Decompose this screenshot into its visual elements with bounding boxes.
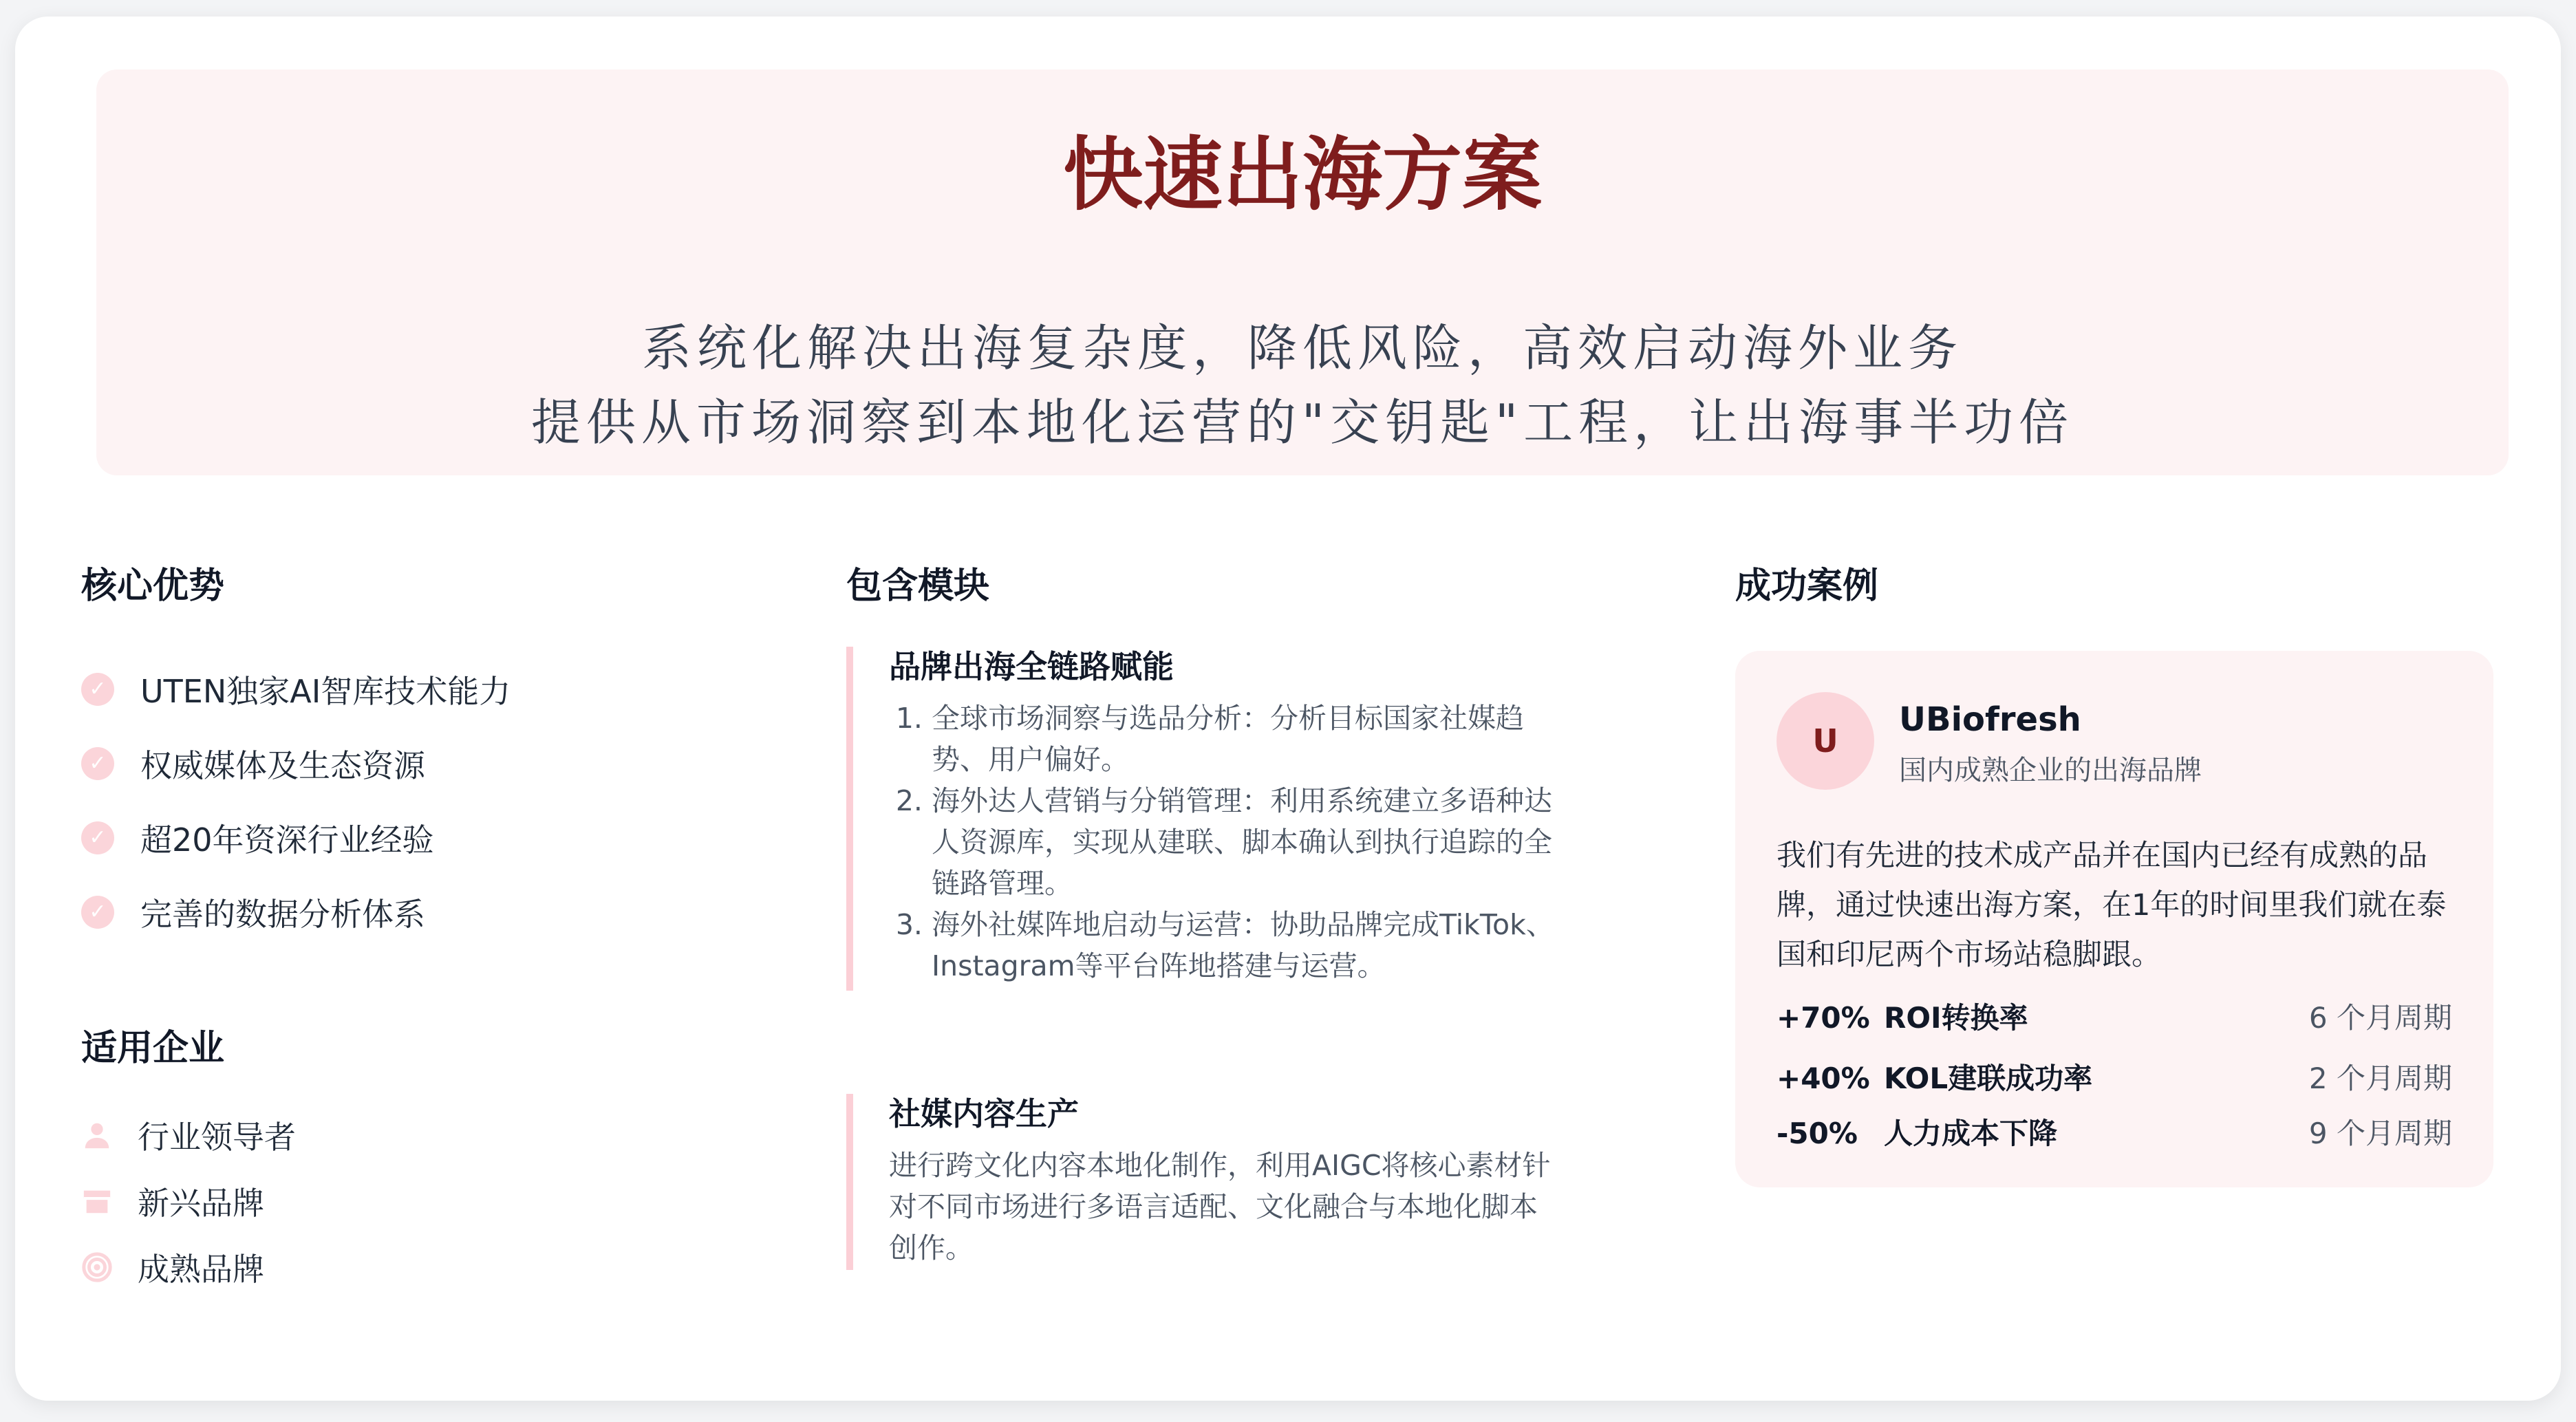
hero-banner xyxy=(96,69,2509,475)
advantages-heading: 核心优势 xyxy=(81,565,225,607)
metric-row xyxy=(1777,1058,2452,1099)
advantages-list xyxy=(81,652,755,949)
metric-label: KOL建联成功率 xyxy=(1884,1062,2093,1095)
check-icon: ✓ xyxy=(81,821,114,854)
module-title: 品牌出海全链路赋能 xyxy=(889,648,1174,685)
case-card xyxy=(1735,651,2493,1187)
list-item xyxy=(81,1234,755,1300)
cases-heading: 成功案例 xyxy=(1735,565,1879,607)
enterprises-heading: 适用企业 xyxy=(81,1028,225,1069)
metric-value: -50% xyxy=(1777,1117,1858,1150)
avatar: U xyxy=(1777,692,1874,790)
list-item xyxy=(81,1168,755,1234)
metric-period: 2 个月周期 xyxy=(2308,1062,2452,1095)
list-item: 3. 海外社媒阵地启动与运营：协助品牌完成TikTok、Instagram等平台阵地搭建与运营。 xyxy=(932,904,1555,987)
modules-heading: 包含模块 xyxy=(846,565,990,607)
list-item: 1. 全球市场洞察与选品分析：分析目标国家社媒趋势、用户偏好。 xyxy=(932,698,1555,780)
enterprise-label: 成熟品牌 xyxy=(138,1251,264,1288)
check-icon: ✓ xyxy=(81,747,114,780)
hero-subtitle-line1: 系统化解决出海复杂度，降低风险，高效启动海外业务 xyxy=(641,319,1963,377)
metric-value: +40% xyxy=(1777,1062,1870,1095)
metric-row xyxy=(1777,1113,2452,1154)
metric-value: +70% xyxy=(1777,1001,1870,1035)
page-title: 快速出海方案 xyxy=(1063,129,1542,222)
advantage-label: UTEN独家AI智库技术能力 xyxy=(140,673,511,710)
module-content-production xyxy=(846,1094,1555,1270)
list-item: 2. 海外达人营销与分销管理：利用系统建立多语种达人资源库，实现从建联、脚本确认到执行追踪的全链路管理。 xyxy=(932,780,1555,904)
case-brand-name: UBiofresh xyxy=(1899,700,2081,739)
case-description: 我们有先进的技术成产品并在国内已经有成熟的品牌，通过快速出海方案，在1年的时间里我们就在泰国和印尼两个市场站稳脚跟。 xyxy=(1777,839,2447,972)
check-icon: ✓ xyxy=(81,673,114,706)
list-item xyxy=(81,726,755,801)
module-description: 进行跨文化内容本地化制作，利用AIGC将核心素材针对不同市场进行多语言适配、文化融合与本地化脚本创作。 xyxy=(889,1148,1551,1264)
list-item xyxy=(81,1102,755,1168)
enterprise-label: 新兴品牌 xyxy=(138,1185,264,1222)
hero-subtitle-line2: 提供从市场洞察到本地化运营的"交钥匙"工程，让出海事半功倍 xyxy=(530,394,2074,451)
module-steps xyxy=(889,698,1555,987)
list-item xyxy=(81,652,755,726)
enterprise-label: 行业领导者 xyxy=(138,1119,296,1156)
enterprises-list xyxy=(81,1102,755,1300)
module-title: 社媒内容生产 xyxy=(889,1095,1079,1132)
advantage-label: 超20年资深行业经验 xyxy=(140,821,434,859)
check-icon: ✓ xyxy=(81,896,114,929)
list-item xyxy=(81,875,755,949)
case-brand-tag: 国内成熟企业的出海品牌 xyxy=(1899,755,2202,786)
metric-label: ROI转换率 xyxy=(1884,1001,2028,1035)
store-icon xyxy=(81,1185,113,1217)
metric-period: 6 个月周期 xyxy=(2308,1001,2452,1035)
metric-period: 9 个月周期 xyxy=(2308,1117,2452,1150)
target-icon xyxy=(81,1251,113,1283)
metric-row xyxy=(1777,998,2452,1039)
user-icon xyxy=(81,1119,113,1151)
advantage-label: 权威媒体及生态资源 xyxy=(140,747,425,784)
metric-label: 人力成本下降 xyxy=(1884,1117,2058,1150)
advantage-label: 完善的数据分析体系 xyxy=(140,896,425,933)
module-brand-enablement xyxy=(846,647,1555,991)
list-item xyxy=(81,801,755,875)
